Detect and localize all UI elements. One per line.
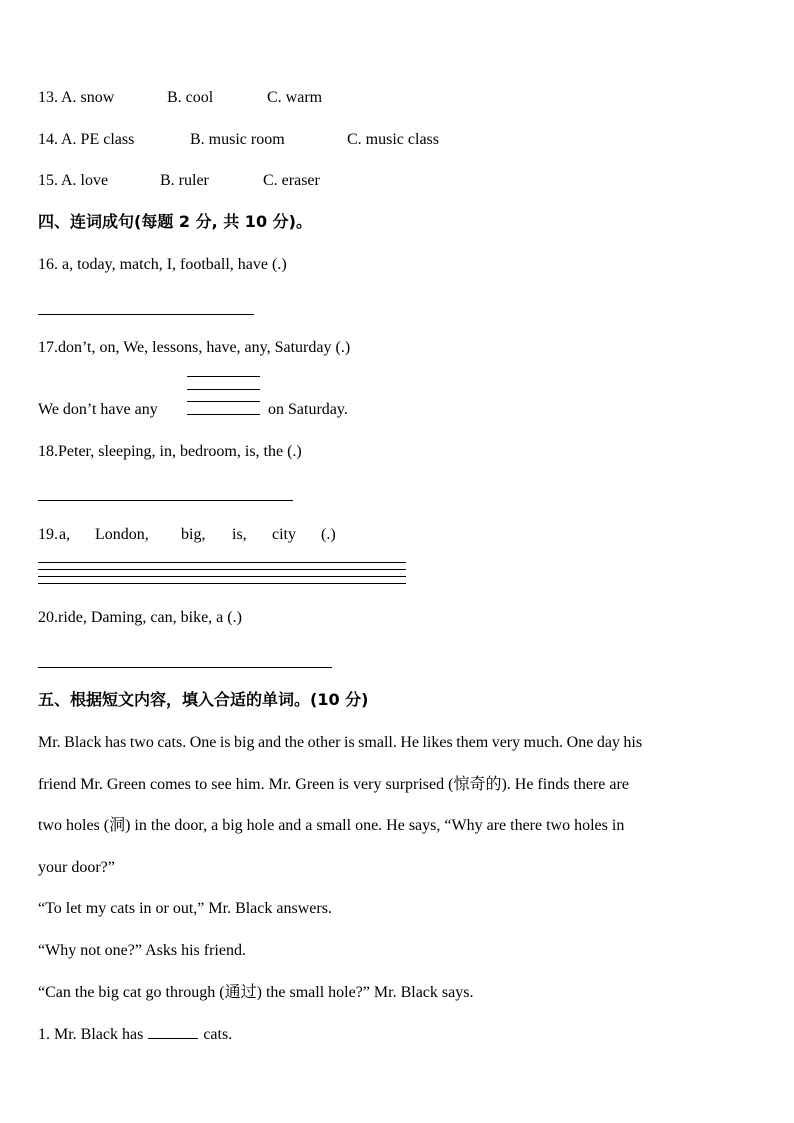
question-19-word: is, [232, 526, 247, 543]
comprehension-question-1 [38, 1024, 232, 1045]
passage-line: your door?” [38, 859, 115, 876]
question-14-option-c: C. music class [347, 131, 439, 148]
comprehension-question-1-blank[interactable] [148, 1024, 198, 1039]
passage-line: “Can the big cat go through (通过) the small hole?” Mr. Black says. [38, 984, 474, 1001]
question-16: 16. a, today, match, I, football, have (.) [38, 256, 287, 273]
section-5-title: 五、根据短文内容，填入合适的单词。(10 分) [38, 690, 369, 709]
question-13-option-c: C. warm [267, 89, 323, 106]
question-19-word: London, [95, 526, 149, 543]
passage-line: friend Mr. Green comes to see him. Mr. Green is very surprised (惊奇的). He finds there are [38, 776, 629, 793]
question-17-answer-line[interactable] [187, 389, 260, 390]
passage-line: Mr. Black has two cats. One is big and the other is small. He likes them very much. One day his [38, 734, 643, 751]
passage-line: “Why not one?” Asks his friend. [38, 942, 246, 959]
question-19-number: 19. [38, 526, 58, 543]
question-17-answer-end: on Saturday. [268, 401, 348, 418]
question-14-option-b: B. music room [190, 131, 285, 148]
question-19-word: a, [59, 526, 71, 543]
question-13-option-b: B. cool [167, 89, 214, 106]
question-20-answer-line[interactable] [38, 667, 332, 668]
question-17-answer-line[interactable] [187, 401, 260, 402]
question-14-option-a: A. PE class [61, 131, 135, 148]
question-17-answer-line[interactable] [187, 414, 260, 415]
question-17-answer-start: We don’t have any [38, 401, 158, 418]
question-19-answer-line[interactable] [38, 583, 406, 584]
comprehension-question-1-end: cats. [203, 1026, 233, 1043]
question-13-option-a: A. snow [61, 89, 115, 106]
question-19-word: city [272, 526, 296, 543]
question-15-number: 15. [38, 172, 58, 189]
question-13-number: 13. [38, 89, 58, 106]
passage-line: two holes (洞) in the door, a big hole and a small one. He says, “Why are there two holes in [38, 817, 625, 834]
question-15-option-b: B. ruler [160, 172, 209, 189]
question-19-word: (.) [321, 526, 336, 543]
question-17: 17.don’t, on, We, lessons, have, any, Saturday (.) [38, 339, 351, 356]
question-20: 20.ride, Daming, can, bike, a (.) [38, 609, 242, 626]
passage-line: “To let my cats in or out,” Mr. Black answers. [38, 900, 332, 917]
question-18-answer-line[interactable] [38, 500, 293, 501]
question-14-number: 14. [38, 131, 58, 148]
question-18: 18.Peter, sleeping, in, bedroom, is, the (.) [38, 443, 302, 460]
question-19-answer-line[interactable] [38, 562, 406, 563]
question-15-option-c: C. eraser [263, 172, 320, 189]
question-15-option-a: A. love [61, 172, 109, 189]
question-19-answer-line[interactable] [38, 576, 406, 577]
question-19-word: big, [181, 526, 206, 543]
section-4-title: 四、连词成句(每题 2 分, 共 10 分)。 [38, 212, 312, 231]
comprehension-question-1-start: 1. Mr. Black has [38, 1026, 144, 1043]
question-19-answer-line[interactable] [38, 569, 406, 570]
question-16-answer-line[interactable] [38, 314, 254, 315]
question-17-answer-line[interactable] [187, 376, 260, 377]
